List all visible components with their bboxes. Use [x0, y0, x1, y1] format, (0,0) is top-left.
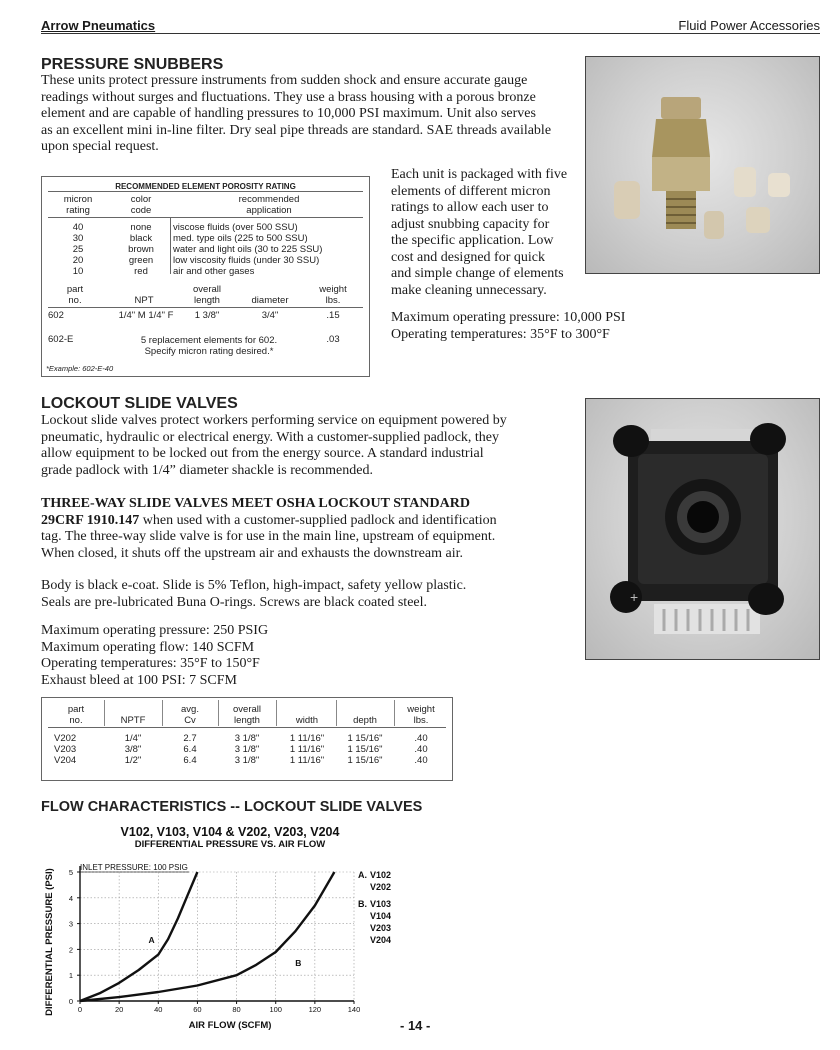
micron-cell: 30 [72, 233, 84, 244]
color-cell: none [130, 222, 152, 233]
col-header: weight [407, 704, 435, 715]
col-header: part [67, 704, 85, 715]
cv-cell: 6.4 [183, 755, 197, 766]
length-cell: 3 1/8" [234, 755, 260, 766]
text-line: readings without surges and fluctuations. They use a brass housing with a porous bronze [41, 89, 536, 105]
text-line: Lockout slide valves protect workers performing service on equipment powered by [41, 413, 507, 428]
divider [48, 191, 363, 192]
color-cell: black [129, 233, 153, 244]
chart-annotation: INLET PRESSURE: 100 PSIG [80, 863, 188, 872]
micron-cell: 10 [72, 266, 84, 277]
col-header: micron [63, 194, 93, 205]
weight-cell: .40 [414, 733, 428, 744]
depth-cell: 1 15/16" [347, 755, 383, 766]
cv-cell: 6.4 [183, 744, 197, 755]
x-tick-label: 40 [154, 1005, 163, 1014]
y-axis-label: DIFFERENTIAL PRESSURE (PSI) [44, 868, 55, 1016]
col-header: Cv [184, 715, 196, 726]
col-header: overall [233, 704, 261, 715]
application-cell: air and other gases [173, 266, 255, 277]
text-line: as an excellent mini in-line filter. Dry seal pipe threads are standard. SAE threads available [41, 122, 552, 138]
col-header: weight [319, 284, 347, 295]
chart-title: V102, V103, V104 & V202, V203, V204 [120, 825, 340, 839]
chart-legend [358, 870, 391, 945]
col-header: NPT [134, 295, 154, 306]
y-tick-label: 0 [68, 997, 73, 1006]
flow-chart [40, 820, 460, 1035]
depth-cell: 1 15/16" [347, 744, 383, 755]
application-cell: viscose fluids (over 500 SSU) [173, 222, 298, 233]
part-no-cell: 602-E [48, 334, 74, 345]
x-tick-label: 20 [114, 1005, 124, 1014]
header-rule [41, 33, 820, 34]
curve-label: A [148, 934, 155, 945]
color-cell: red [134, 266, 148, 277]
length-cell: 3 1/8" [234, 744, 260, 755]
legend-key: A. [358, 870, 367, 880]
brand-name: Arrow Pneumatics [41, 18, 156, 33]
nptf-cell: 1/4" [124, 733, 142, 744]
divider [276, 700, 277, 726]
width-cell: 1 11/16" [289, 755, 325, 766]
lockout-heading: LOCKOUT SLIDE VALVES [41, 395, 238, 412]
snubbers-specs [391, 310, 651, 343]
text-line: make cleaning unnecessary. [391, 282, 547, 298]
chart-ticks [69, 868, 360, 1014]
col-header: lbs. [413, 715, 429, 726]
snubbers-intro [41, 73, 581, 156]
text-line: Operating temperatures: 35°F to 150°F [41, 656, 260, 671]
weight-cell: .03 [326, 334, 340, 345]
svg-text:+: + [630, 589, 639, 605]
x-tick-label: 80 [232, 1005, 241, 1014]
length-cell: 3 1/8" [234, 733, 260, 744]
legend-key: B. [358, 899, 367, 909]
col-header: no. [69, 715, 83, 726]
lockout-body [41, 578, 576, 611]
y-tick-label: 4 [68, 893, 73, 903]
col-header: width [295, 715, 319, 726]
text-line: elements of different micron [391, 183, 551, 199]
lockout-parts-table [41, 697, 453, 781]
divider [104, 700, 105, 726]
text-line: Exhaust bleed at 100 PSI: 7 SCFM [41, 672, 238, 688]
curve-label: B [295, 958, 302, 969]
col-header: recommended [238, 194, 300, 205]
text-line: tag. The three-way slide valve is for use in the main line, upstream of equipment. [41, 529, 496, 544]
text-line: Each unit is packaged with five [391, 167, 568, 182]
y-tick-label: 2 [68, 945, 73, 955]
col-header: application [246, 205, 292, 216]
series-line-b [80, 872, 334, 1001]
legend-item: V202 [370, 882, 392, 892]
part-no-cell: 602 [48, 310, 64, 321]
col-header: NPTF [120, 715, 146, 726]
text-line: When closed, it shuts off the upstream air and exhausts the downstream air. [41, 545, 463, 561]
col-header: avg. [181, 704, 199, 715]
col-header: length [194, 295, 220, 306]
text-line: adjust snubbing capacity for [391, 216, 550, 232]
text-line: allow equipment to be locked out from the energy source. A standard industrial [41, 446, 484, 461]
part-no-cell: V203 [54, 744, 77, 755]
micron-cell: 40 [72, 222, 84, 233]
col-header: diameter [251, 295, 289, 306]
x-tick-label: 140 [347, 1005, 361, 1014]
npt-cell: 1/4" M 1/4" F [118, 310, 174, 321]
col-header: rating [66, 205, 90, 216]
lockout-specs [41, 623, 341, 689]
divider [162, 700, 163, 726]
text-line: grade padlock with 1/4” diameter shackle is recommended. [41, 462, 373, 478]
snubber-photo [585, 56, 820, 274]
legend-item: V203 [370, 923, 392, 933]
text-line: Maximum operating pressure: 250 PSIG [41, 623, 269, 638]
y-tick-label: 3 [68, 919, 73, 929]
table-caption: RECOMMENDED ELEMENT POROSITY RATING [115, 182, 296, 191]
weight-cell: .40 [414, 744, 428, 755]
x-tick-label: 100 [269, 1005, 282, 1014]
col-header: length [234, 715, 260, 726]
flow-heading: FLOW CHARACTERISTICS -- LOCKOUT SLIDE VALVES [41, 799, 423, 815]
micron-cell: 20 [72, 255, 84, 266]
col-header: overall [193, 284, 221, 295]
legend-item: V103 [370, 899, 392, 909]
osha-code: 29CRF 1910.147 [41, 512, 140, 528]
col-header: no. [68, 295, 82, 306]
snubbers-side-text [391, 167, 581, 299]
text-line: cost and designed for quick [391, 249, 545, 265]
nptf-cell: 3/8" [124, 744, 142, 755]
divider [48, 217, 363, 218]
snubbers-heading: PRESSURE SNUBBERS [41, 56, 224, 73]
text-line: and simple change of elements [391, 266, 564, 281]
col-header: code [130, 205, 152, 216]
lockout-intro [41, 413, 576, 479]
legend-item: V104 [370, 911, 392, 921]
x-tick-label: 120 [308, 1005, 322, 1014]
y-tick-label: 5 [68, 868, 73, 877]
porosity-table [41, 176, 370, 377]
text-line: element and are capable of handling pressures to 10,000 PSI maximum. Unit also serves [41, 106, 536, 121]
text-line [41, 513, 576, 530]
application-cell: water and light oils (30 to 225 SSU) [173, 244, 323, 255]
weight-cell: .40 [414, 755, 428, 766]
divider [394, 700, 395, 726]
text-line: pneumatic, hydraulic or electrical energy. With a customer-supplied padlock, they [41, 429, 500, 445]
osha-paragraph [41, 496, 576, 562]
divider [336, 700, 337, 726]
divider [218, 700, 219, 726]
nptf-cell: 1/2" [124, 755, 142, 766]
part-no-cell: V202 [54, 733, 77, 744]
width-cell: 1 11/16" [289, 733, 325, 744]
text-line: Seals are pre-lubricated Buna O-rings. Screws are black coated steel. [41, 594, 428, 610]
text-line: upon special request. [41, 139, 159, 154]
note-cell: 5 replacement elements for 602. [140, 335, 278, 346]
text-line: Body is black e-coat. Slide is 5% Teflon, high-impact, safety yellow plastic. [41, 578, 467, 593]
x-tick-label: 60 [193, 1005, 202, 1014]
osha-rest: when used with a customer-supplied padlock and identification [139, 512, 497, 528]
x-axis-label: AIR FLOW (SCFM) [188, 1020, 272, 1031]
text-line: These units protect pressure instruments from sudden shock and ensure accurate gauge [41, 73, 528, 88]
y-tick-label: 1 [68, 971, 73, 981]
col-header: lbs. [325, 295, 341, 306]
page-number: - 14 - [400, 1018, 431, 1033]
legend-item: V102 [370, 870, 392, 880]
legend-item: V204 [370, 935, 392, 945]
note-cell: Specify micron rating desired.* [144, 346, 274, 357]
application-cell: med. type oils (225 to 500 SSU) [173, 233, 308, 244]
micron-cell: 25 [72, 244, 84, 255]
section-title: Fluid Power Accessories [678, 18, 820, 33]
diameter-cell: 3/4" [261, 310, 279, 321]
chart-subtitle: DIFFERENTIAL PRESSURE VS. AIR FLOW [134, 839, 326, 850]
cv-cell: 2.7 [183, 733, 197, 744]
osha-bold-line: THREE-WAY SLIDE VALVES MEET OSHA LOCKOUT STANDARD [41, 496, 470, 511]
lockout-valve-photo [585, 398, 820, 660]
application-cell: low viscosity fluids (under 30 SSU) [173, 255, 320, 266]
color-cell: brown [128, 244, 154, 255]
series-line-a [80, 872, 197, 1001]
length-cell: 1 3/8" [194, 310, 220, 321]
text-line: the specific application. Low [391, 233, 554, 248]
text-line: Maximum operating flow: 140 SCFM [41, 639, 255, 655]
x-tick-label: 0 [77, 1005, 83, 1014]
col-header: part [66, 284, 84, 295]
example-note: *Example: 602-E-40 [46, 364, 114, 373]
part-no-cell: V204 [54, 755, 77, 766]
text-line: Maximum operating pressure: 10,000 PSI [391, 310, 626, 325]
col-header: color [130, 194, 152, 205]
text-line: ratings to allow each user to [391, 200, 549, 215]
width-cell: 1 11/16" [289, 744, 325, 755]
col-header: depth [353, 715, 377, 726]
depth-cell: 1 15/16" [347, 733, 383, 744]
divider [48, 307, 363, 308]
weight-cell: .15 [326, 310, 340, 321]
color-cell: green [128, 255, 154, 266]
chart-series [80, 872, 334, 1001]
divider [48, 727, 446, 728]
text-line: Operating temperatures: 35°F to 300°F [391, 326, 610, 342]
